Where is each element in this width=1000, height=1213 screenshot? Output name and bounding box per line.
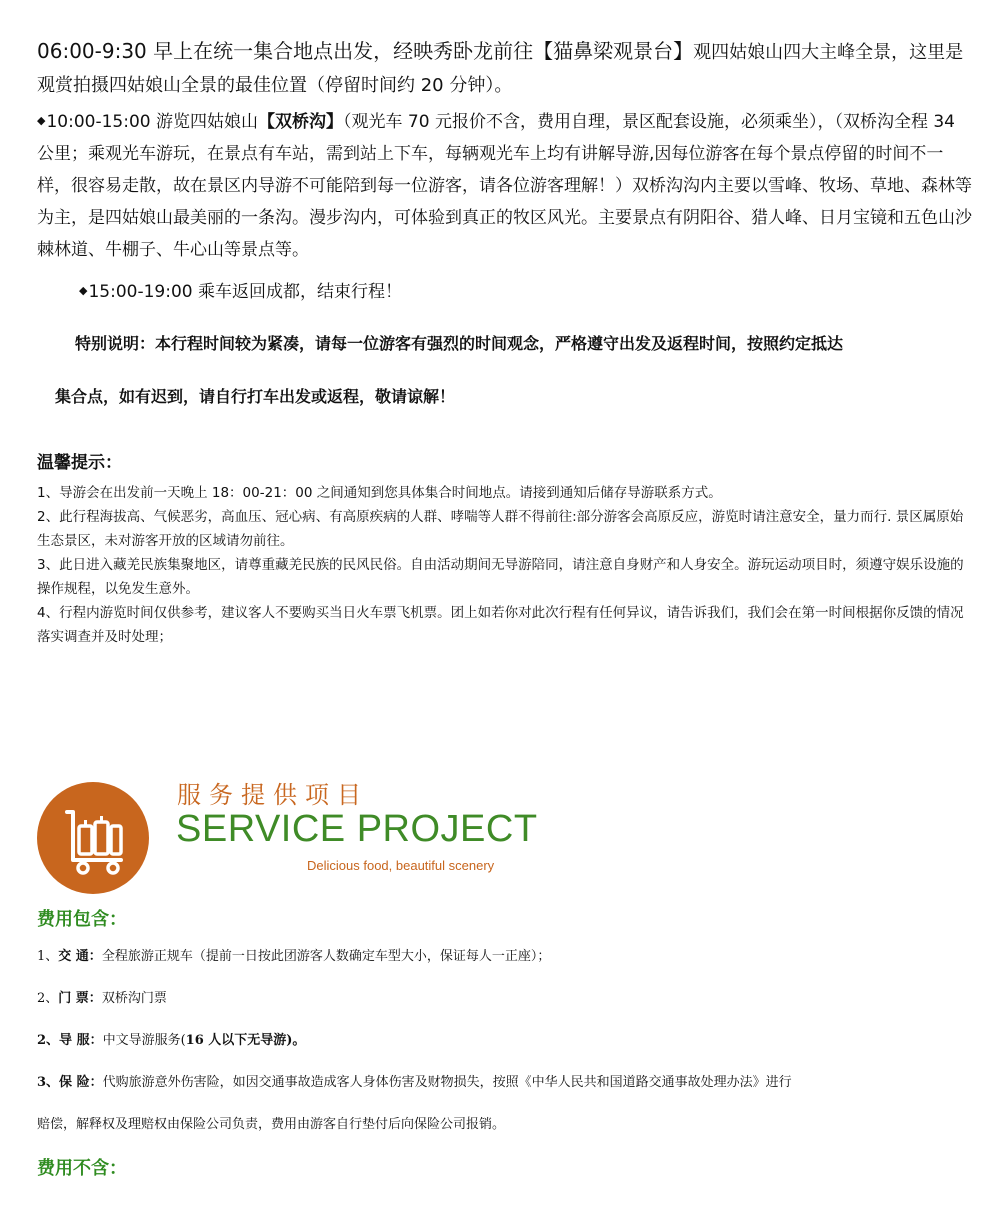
time-midday: 10:00-15:00 (46, 112, 156, 132)
fee-item-note: 16 人以下无导游 (185, 1033, 287, 1048)
fee-item-text: 双桥沟门票 (101, 991, 167, 1006)
fee-item-label: 交 通： (58, 949, 102, 964)
fees-included-title: 费用包含： (37, 909, 127, 930)
banner-slogan: Delicious food, beautiful scenery (307, 858, 495, 873)
fee-item-tail: )。 (286, 1033, 306, 1048)
fee-item-number: 2、 (37, 1033, 60, 1048)
special-note-line2: 集合点，如有迟到，请自行打车出发或返程，敬请谅解！ (55, 387, 456, 406)
tip-item: 1、导游会在出发前一天晚上 18：00-21：00 之间通知到您具体集合时间地点。请接到通知后储存导游联系方式。 (37, 485, 722, 501)
fee-item-label: 门 票： (58, 991, 102, 1006)
service-project-banner (37, 772, 597, 882)
fee-item-label: 保 险： (59, 1075, 103, 1090)
fee-item-number: 3、 (37, 1075, 60, 1090)
shuangqiao-intro: 游览四姑娘山 (156, 112, 258, 132)
tip-item: 2、此行程海拔高、气候恶劣，高血压、冠心病、有高原疾病的人群、哮喘等人群不得前往:部分游客会高原反应，游览时请注意安全，量力而行. 景区属原始生态景区，未对游客开放的区域请勿前往。 (37, 509, 964, 549)
fees-excluded-title: 费用不含： (37, 1158, 127, 1179)
fee-item-number: 2、 (37, 991, 59, 1006)
itinerary-paragraph-morning (37, 35, 972, 102)
fee-item-label: 导 服： (59, 1033, 103, 1048)
morning-route: 早上在统一集合地点出发，经映秀卧龙前往【猫鼻梁观景台】 (146, 39, 694, 63)
tip-item: 4、行程内游览时间仅供参考，建议客人不要购买当日火车票飞机票。团上如若你对此次行程有任何异议，请告诉我们，我们会在第一时间根据你反馈的情况落实调查并及时处理； (37, 605, 964, 645)
tips-title: 温馨提示： (37, 453, 122, 473)
fee-item-transport (37, 947, 972, 967)
tip-item: 3、此日进入藏羌民族集聚地区，请尊重藏羌民族的民风民俗。自由活动期间无导游陪同，请注意自身财产和人身安全。游玩运动项目时，须遵守娱乐设施的操作规程，以免发生意外。 (37, 557, 964, 597)
fee-item-insurance (37, 1073, 972, 1093)
special-note-line1: 特别说明：本行程时间较为紧凑，请每一位游客有强烈的时间观念，严格遵守出发及返程时间，按照约定抵达 (75, 334, 844, 353)
diamond-bullet-icon: ◆ (79, 284, 88, 297)
itinerary-paragraph-return (79, 279, 402, 304)
itinerary-paragraph-shuangqiao (37, 105, 972, 266)
morning-description: 观四姑娘山四大主峰全景，这里是观赏拍摄四姑娘山全景的最佳位置（停留时间约 20 分钟）。 (37, 42, 964, 96)
fee-item-tickets (37, 989, 972, 1009)
return-text: 15:00-19:00 乘车返回成都，结束行程！ (88, 282, 402, 302)
banner-chinese-title: 服务提供项目 (177, 781, 369, 809)
fee-item-number: 1、 (37, 949, 59, 964)
fee-item-text: 全程旅游正规车（提前一日按此团游客人数确定车型大小，保证每人一正座）； (101, 949, 551, 964)
fee-item-insurance-continued: 赔偿，解释权及理赔权由保险公司负责，费用由游客自行垫付后向保险公司报销。 (37, 1117, 506, 1132)
shuangqiao-description: （观光车 70 元报价不含，费用自理，景区配套设施，必须乘坐），（双桥沟全程 34 公里；乘观光车游玩，在景点有车站，需到站上下车，每辆观光车上均有讲解导游,因每位游客在每个景点停留的时间不一样，很容易走散，故在景区内导游不可能陪到每一位游客，请各位游客理解！）双桥沟沟内主要以雪峰、牧场、草地、森林等为主，是四姑娘山最美丽的一条沟。漫步沟内，可体验到真正的牧区风光。主要景点有阴阳谷、猎人峰、日月宝镜和五色山沙棘林道、牛棚子、牛心山等景点等。 (37, 112, 972, 260)
tips-list (37, 481, 967, 649)
banner-english-title: SERVICE PROJECT (176, 808, 538, 850)
fee-item-guide (37, 1031, 972, 1051)
shuangqiao-name: 【双桥沟】 (258, 112, 343, 132)
luggage-cart-icon (37, 782, 149, 894)
diamond-bullet-icon: ◆ (37, 114, 46, 127)
fee-item-text: 代购旅游意外伤害险，如因交通事故造成客人身体伤害及财物损失，按照《中华人民共和国道路交通事故处理办法》进行 (102, 1075, 792, 1090)
fee-item-text: 中文导游服务( (102, 1033, 186, 1048)
time-morning: 06:00-9:30 (37, 39, 147, 63)
